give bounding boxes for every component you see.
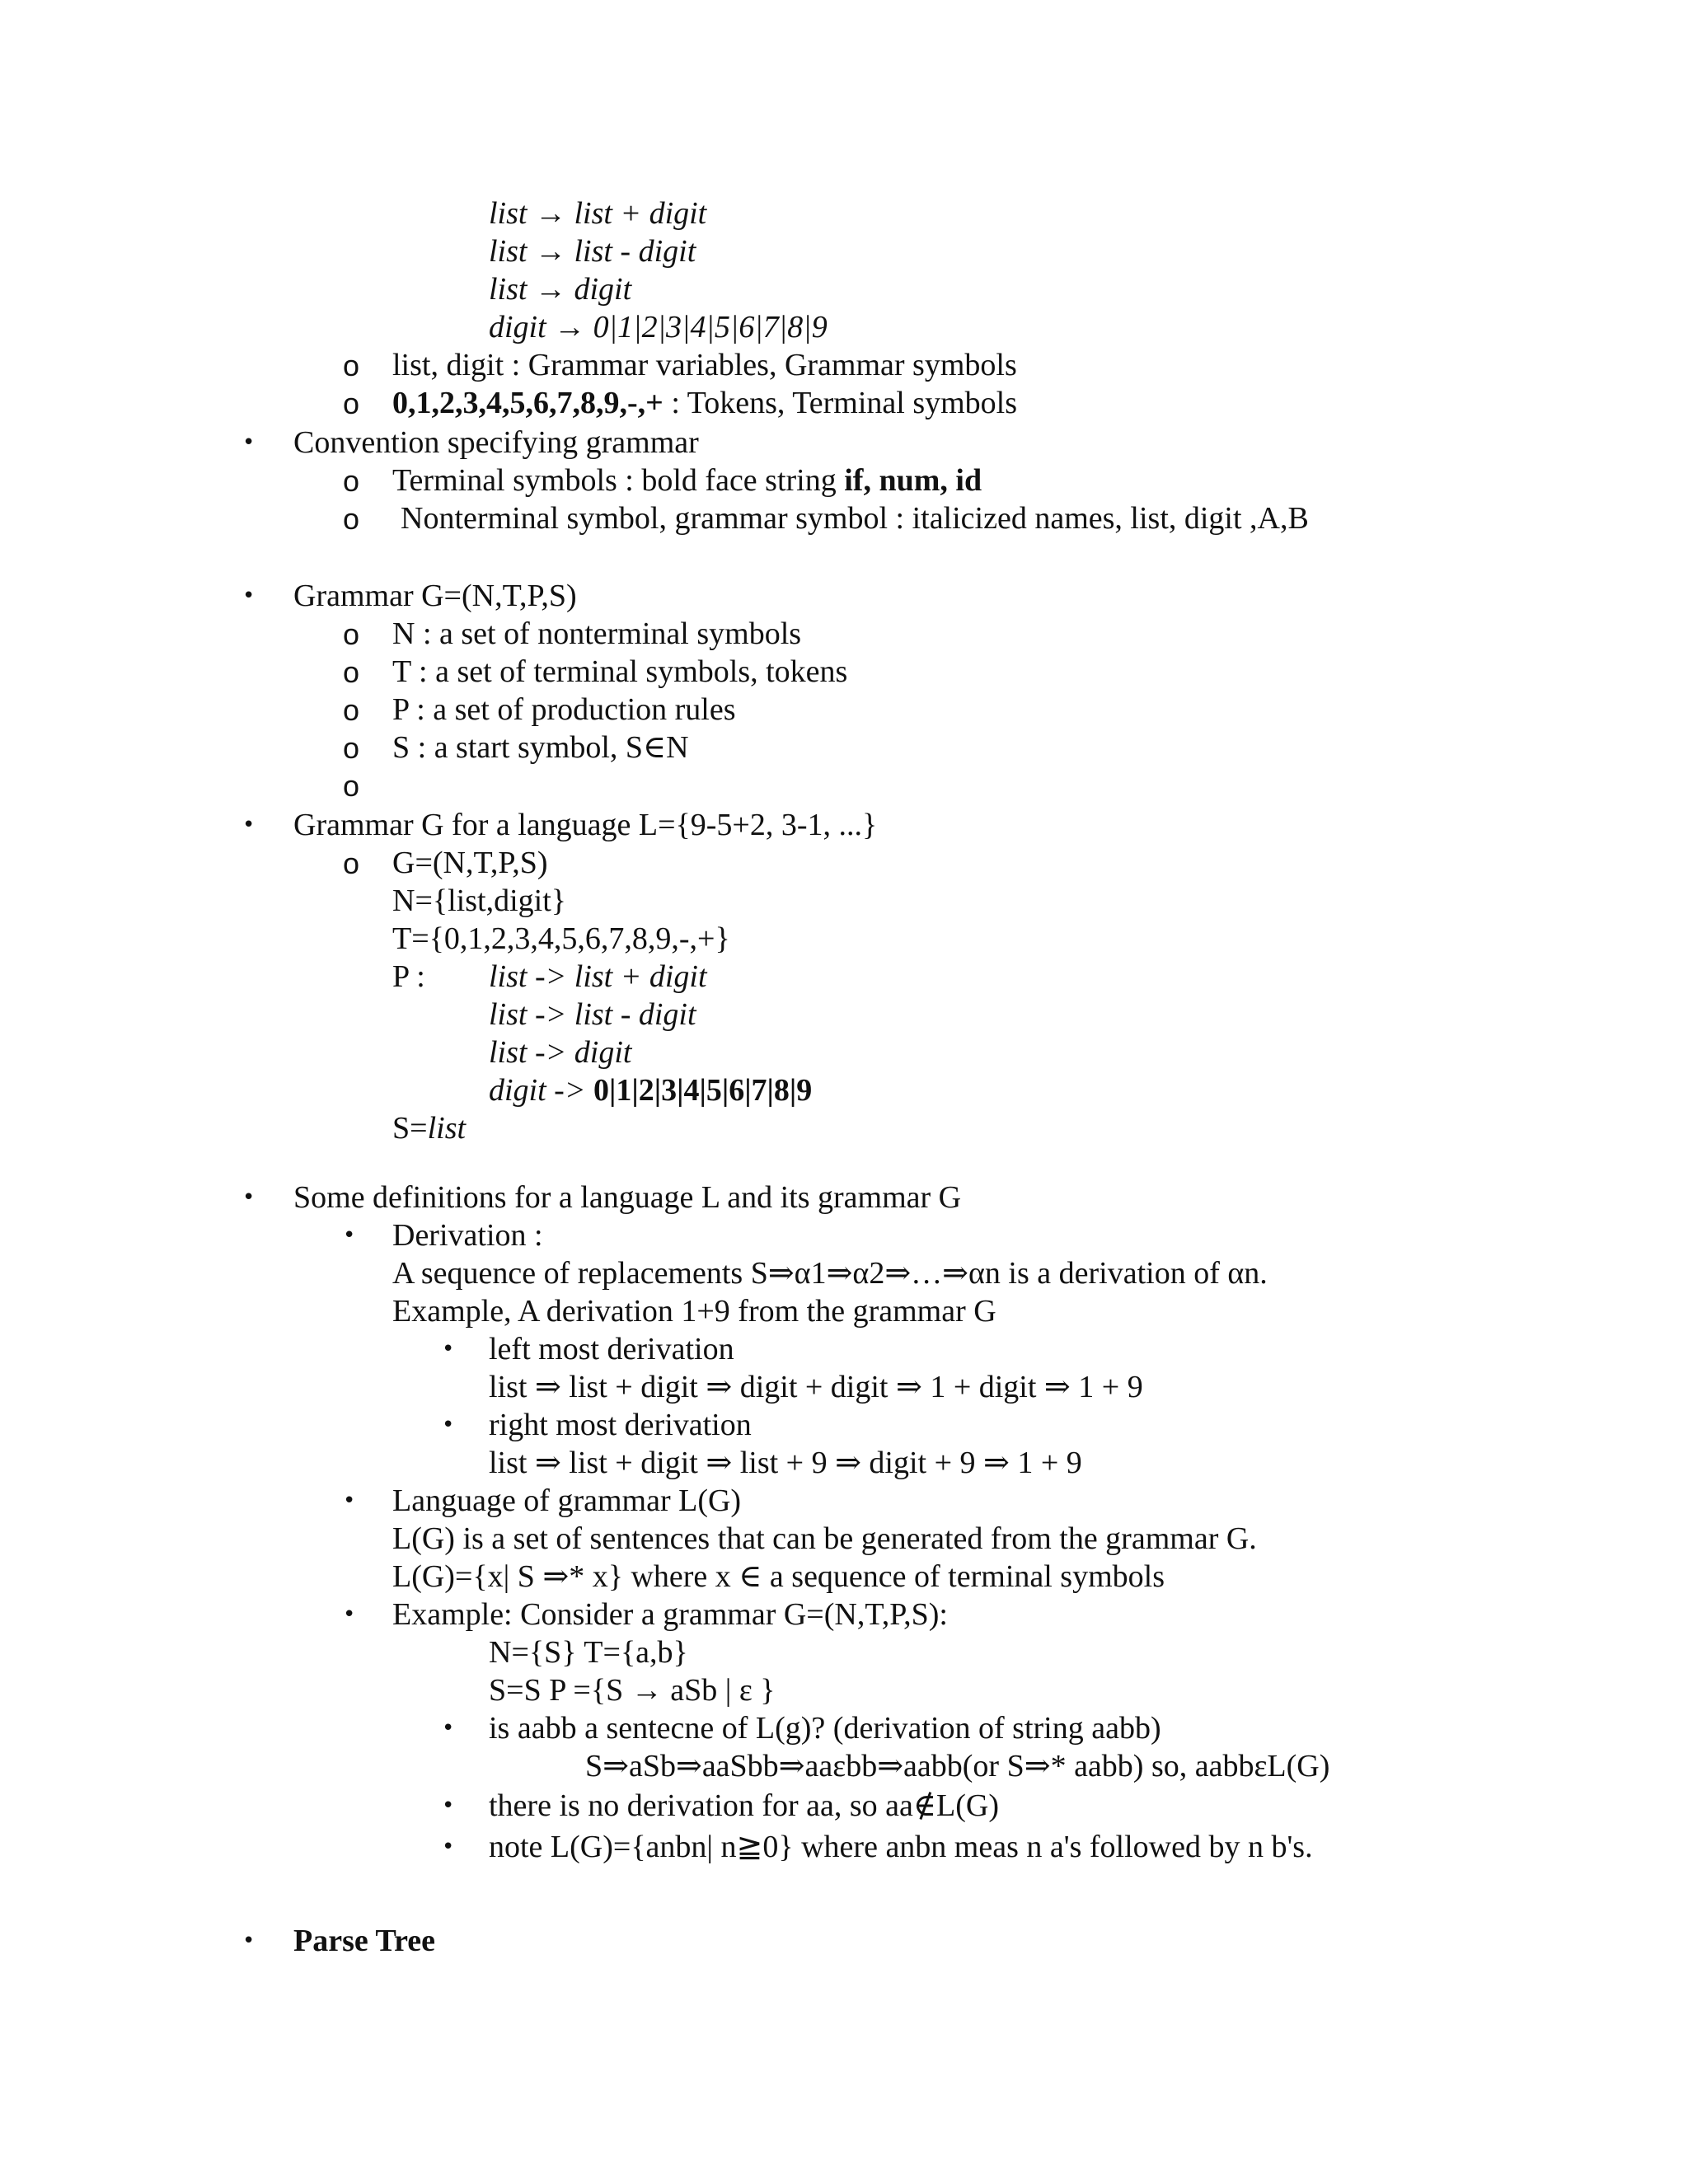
derivation-desc: A sequence of replacements S⇒α1⇒α2⇒…⇒αn is a derivation of αn. (392, 1256, 1268, 1291)
bullet: • (442, 1835, 455, 1859)
rightmost-title: right most derivation (489, 1408, 752, 1442)
circle-bullet: o (343, 693, 360, 727)
derivation-example: Example, A derivation 1+9 from the grammar G (392, 1294, 996, 1329)
bullet: • (242, 583, 256, 608)
tokens-note (392, 384, 1017, 422)
language-title: Language of grammar L(G) (392, 1483, 742, 1518)
grammar-lang-n: N={list,digit} (392, 883, 566, 918)
start-symbol-value: list (427, 1111, 467, 1146)
terminal-convention (392, 462, 982, 499)
digit-rule-bold: 0|1|2|3|4|5|6|7|8|9 (593, 1073, 813, 1108)
bullet: • (343, 1602, 356, 1627)
definitions-heading: Some definitions for a language L and its grammar G (293, 1180, 962, 1215)
digit-rule-prefix: digit -> (489, 1073, 593, 1108)
parse-tree-heading: Parse Tree (293, 1924, 435, 1958)
grammar-t: T : a set of terminal symbols, tokens (392, 654, 848, 689)
rule-line: digit → 0|1|2|3|4|5|6|7|8|9 (489, 310, 828, 344)
grammar-n: N : a set of nonterminal symbols (392, 616, 802, 651)
circle-bullet: o (343, 387, 360, 420)
circle-bullet: o (343, 617, 360, 651)
rule-line: list → list + digit (489, 196, 707, 231)
language-note: note L(G)={anbn| n≧0} where anbn meas n a's followed by n b's. (489, 1830, 1313, 1864)
tokens-rest: : Tokens, Terminal symbols (663, 386, 1018, 420)
language-formula: L(G)={x| S ⇒* x} where x ∈ a sequence of terminal symbols (392, 1559, 1165, 1594)
derivation-title: Derivation : (392, 1218, 543, 1253)
example-sp: S=S P ={S → aSb | ε } (489, 1673, 776, 1708)
production-rule: list -> list - digit (489, 997, 696, 1032)
grammar-s: S : a start symbol, S∈N (392, 730, 689, 765)
production-rule (489, 1071, 812, 1109)
grammar-lang-t: T={0,1,2,3,4,5,6,7,8,9,-,+} (392, 921, 730, 956)
bullet: • (442, 1716, 455, 1741)
rightmost-derivation: list ⇒ list + digit ⇒ list + 9 ⇒ digit + 9 ⇒ 1 + 9 (489, 1446, 1082, 1480)
terminal-bold: if, num, id (844, 463, 982, 498)
bullet: • (242, 813, 256, 837)
question-aabb: is aabb a sentecne of L(g)? (derivation of string aabb) (489, 1711, 1161, 1746)
circle-bullet: o (343, 846, 360, 880)
vars-note: list, digit : Grammar variables, Grammar symbols (392, 348, 1017, 382)
terminal-prefix: Terminal symbols : bold face string (392, 463, 845, 498)
language-desc: L(G) is a set of sentences that can be generated from the grammar G. (392, 1521, 1257, 1556)
circle-bullet: o (343, 655, 360, 689)
circle-bullet: o (343, 349, 360, 382)
start-symbol (392, 1109, 466, 1147)
bullet: • (442, 1793, 455, 1818)
bullet: • (442, 1337, 455, 1361)
rule-line: list → digit (489, 272, 632, 307)
example-nt: N={S} T={a,b} (489, 1635, 688, 1670)
leftmost-derivation: list ⇒ list + digit ⇒ digit + digit ⇒ 1 + digit ⇒ 1 + 9 (489, 1370, 1143, 1404)
rule-line: list → list - digit (489, 234, 696, 269)
start-symbol-prefix: S= (392, 1111, 428, 1146)
bullet: • (343, 1488, 356, 1513)
nonterminal-convention: Nonterminal symbol, grammar symbol : italicized names, list, digit ,A,B (401, 501, 1309, 536)
tokens-bold: 0,1,2,3,4,5,6,7,8,9,-,+ (392, 386, 663, 420)
production-rule: list -> list + digit (489, 959, 707, 994)
aabb-derivation: S⇒aSb⇒aaSbb⇒aaεbb⇒aabb(or S⇒* aabb) so, aabbεL(G) (585, 1749, 1330, 1783)
grammar-lang-p-label: P : (392, 959, 425, 994)
bullet: • (242, 430, 256, 455)
circle-bullet: o (343, 502, 360, 536)
grammar-p: P : a set of production rules (392, 692, 736, 727)
production-rule: list -> digit (489, 1035, 632, 1070)
bullet: • (242, 1929, 256, 1953)
circle-bullet: o (343, 464, 360, 498)
bullet: • (343, 1223, 356, 1248)
bullet: • (242, 1185, 256, 1210)
circle-bullet: o (343, 769, 360, 803)
leftmost-title: left most derivation (489, 1332, 734, 1366)
convention-heading: Convention specifying grammar (293, 425, 699, 460)
grammar-lang-heading: Grammar G for a language L={9-5+2, 3-1, ...} (293, 808, 878, 842)
grammar-def-heading: Grammar G=(N,T,P,S) (293, 579, 577, 613)
no-derivation-note: there is no derivation for aa, so aa∉L(G) (489, 1788, 1000, 1823)
bullet: • (442, 1413, 455, 1437)
circle-bullet: o (343, 731, 360, 765)
example-title: Example: Consider a grammar G=(N,T,P,S): (392, 1597, 948, 1632)
grammar-tuple: G=(N,T,P,S) (392, 846, 548, 880)
